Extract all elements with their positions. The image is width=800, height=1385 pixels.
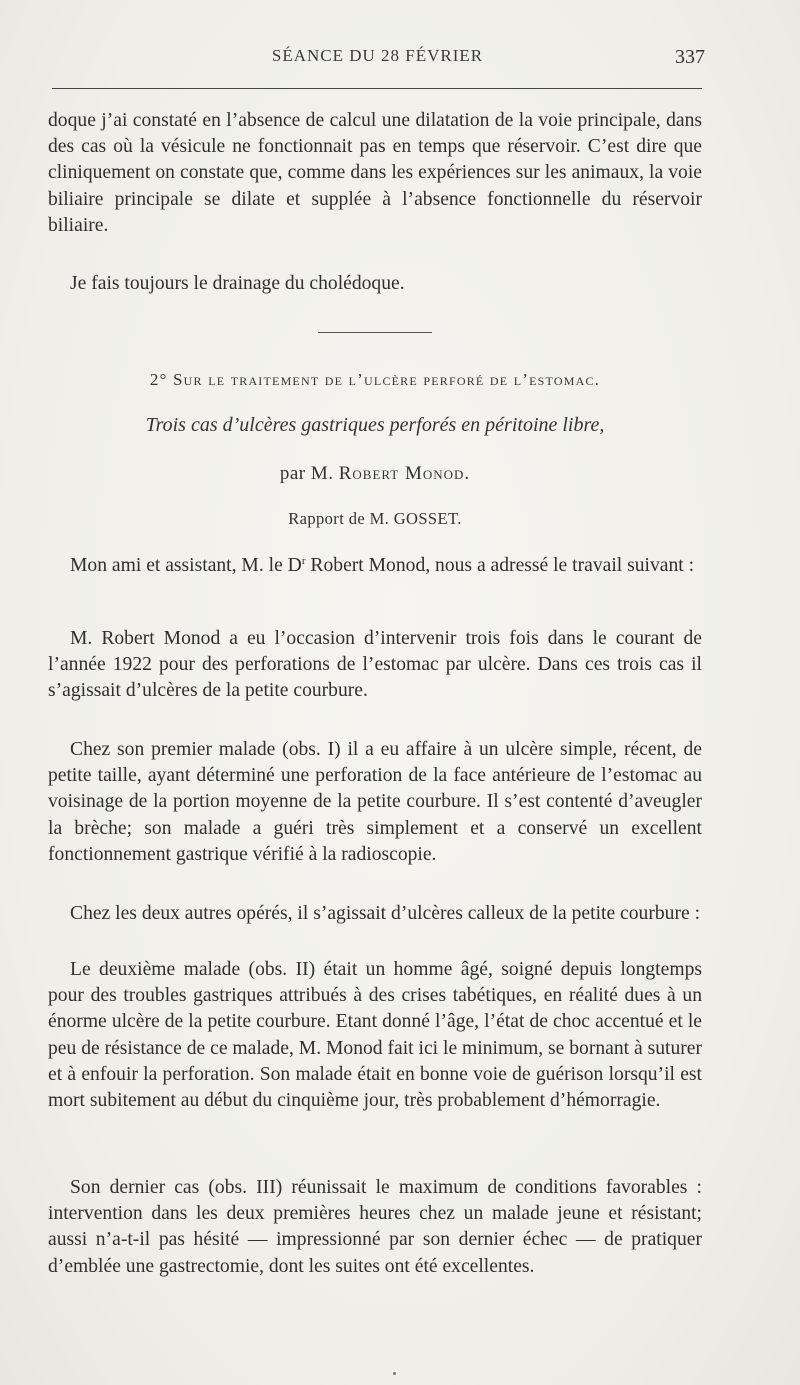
author-byline xyxy=(48,463,702,485)
intro-text-start: Mon ami et assistant, M. le D xyxy=(70,555,302,576)
running-title: SÉANCE DU 28 FÉVRIER xyxy=(271,46,484,65)
paragraph-first-case: Chez son premier malade (obs. I) il a eu affaire à un ulcère simple, récent, de petite taille, ayant déterminé une perforation de la face antérieure de l’estomac au voisinage de la portion moyenne de la petite courbure. Il s’est contenté d’aveugler la brèche; son malade a guéri très simplement et a conservé un excellent fonctionnement gastrique vérifié à la radioscopie. xyxy=(48,739,702,865)
paragraph-drainage: Je fais toujours le drainage du cholédoque. xyxy=(70,273,405,294)
section-divider xyxy=(318,332,432,333)
report-line: Rapport de M. GOSSET. xyxy=(288,509,462,528)
paragraph-third-case: Son dernier cas (obs. III) réunissait le maximum de conditions favorables : intervention dans les deux premières heures chez un malade jeune et résistant; aussi n’a-t-il pas hésité — impressionné par son dernier échec — de pratiquer d’emblée une gastrectomie, dont les suites ont été excellentes. xyxy=(48,1177,702,1277)
doctor-superscript: r xyxy=(301,555,306,567)
paragraph-intro xyxy=(48,553,702,579)
page-number: 337 xyxy=(675,46,705,68)
section-subtitle: Trois cas d’ulcères gastriques perforés en péritoine libre, xyxy=(145,414,605,436)
paragraph-other-cases: Chez les deux autres opérés, il s’agissait d’ulcères calleux de la petite courbure : xyxy=(70,903,701,924)
paragraph-cases-overview: M. Robert Monod a eu l’occasion d’intervenir trois fois dans le courant de l’année 1922 pour des perforations de l’estomac par ulcère. Dans ces trois cas il s’agissait d’ulcères de la petite courbure. xyxy=(48,628,702,702)
paragraph-continuation: doque j’ai constaté en l’absence de calcul une dilatation de la voie principale, dans des cas où la vésicule ne fonctionnait pas en temps que réservoir. C’est dire que cliniquement on constate que, comme dans les expériences sur les animaux, la voie biliaire principale se dilate et supplée à l’absence fonctionnelle du réservoir biliaire. xyxy=(48,110,702,236)
running-header xyxy=(50,46,705,76)
byline-author: Robert Monod. xyxy=(338,463,471,484)
intro-text-end: Robert Monod, nous a adressé le travail suivant : xyxy=(305,555,695,576)
paper-speck xyxy=(393,1372,396,1375)
header-rule xyxy=(52,88,702,89)
section-heading: 2° Sur le traitement de l’ulcère perforé de l’estomac. xyxy=(149,370,601,389)
byline-prefix: par M. xyxy=(279,463,339,484)
paragraph-second-case: Le deuxième malade (obs. II) était un homme âgé, soigné depuis longtemps pour des troubles gastriques attribués à des crises tabétiques, en réalité dues à un énorme ulcère de la petite courbure. Etant donné l’âge, l’état de choc accentué et le peu de résistance de ce malade, M. Monod fait ici le minimum, se bornant à suturer et à enfouir la perforation. Son malade était en bonne voie de guérison lorsqu’il est mort subitement au début du cinquième jour, très probablement d’hémorragie. xyxy=(48,959,703,1112)
